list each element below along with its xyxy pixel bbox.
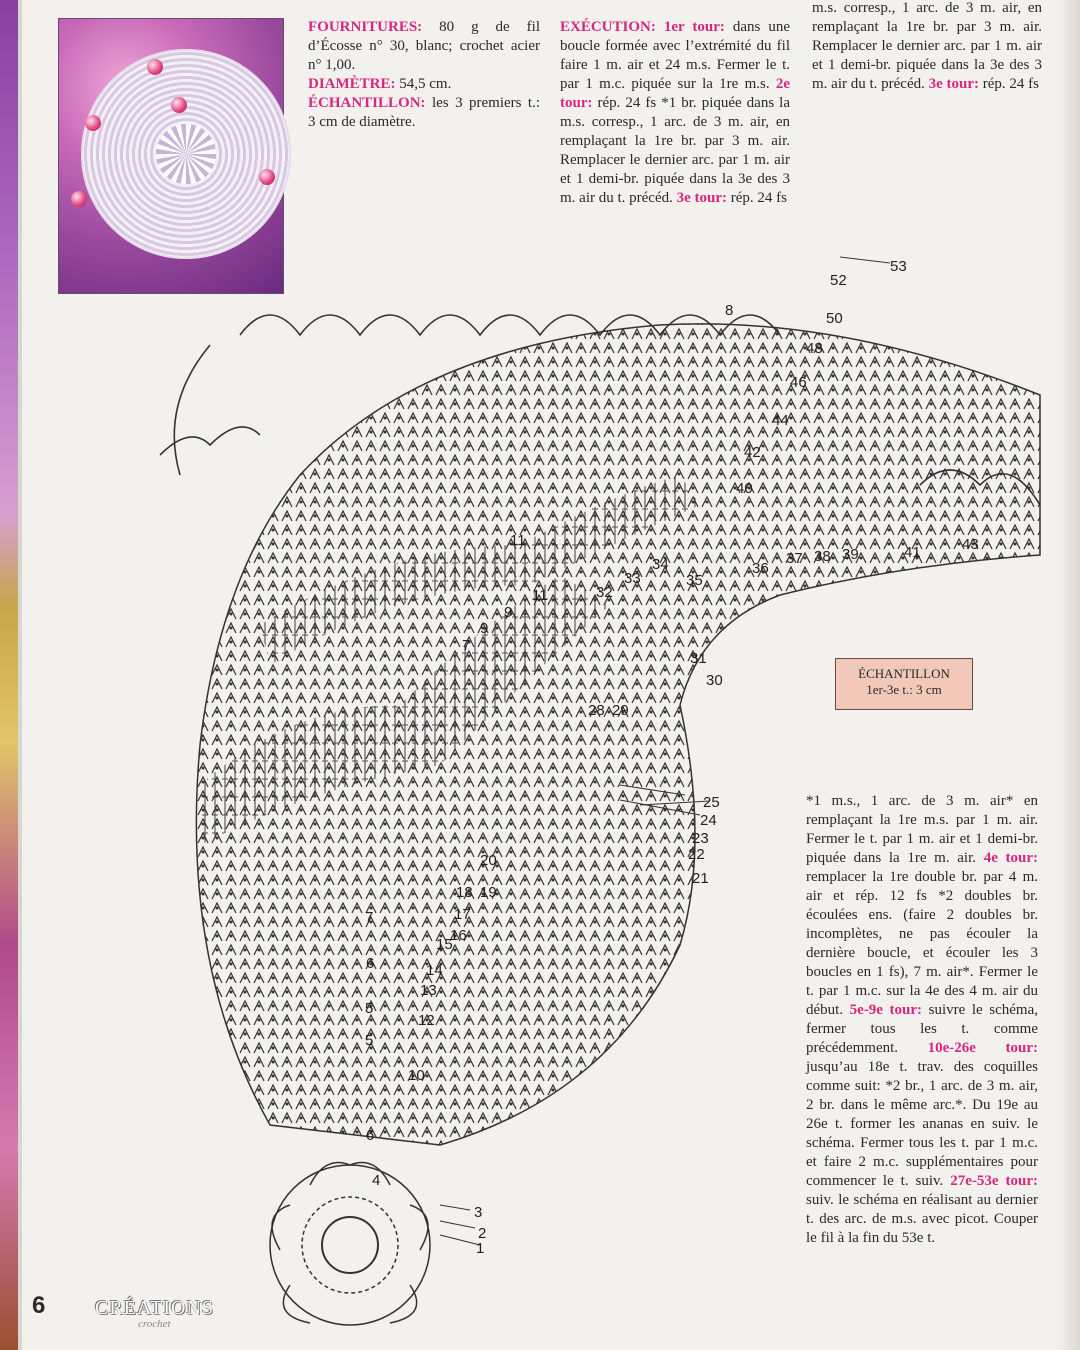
continuation-block [806,792,1038,1248]
round-number: 40 [736,480,753,497]
bead-decoration [147,59,163,75]
bead-decoration [85,115,101,131]
round-number: 35 [686,572,703,589]
round1-text: dans une boucle formée avec l’extrémité du fil faire 1 m. air et 24 m.s. Fermer le t. par 1 m.c. piquée sur la 1re m.s. [560,19,790,92]
round-number: 31 [690,650,707,667]
round2-text-flow: m.s. corresp., 1 arc. de 3 m. air, en remplaçant la 1re br. par 3 m. air. Remplacer le dernier arc. par 1 m. air et 1 demi-br. piquée dans la 3e des 3 m. air du t. précéd. [812,0,1042,92]
round-number: 34 [652,556,669,573]
round-number: 32 [596,584,613,601]
round-number: 36 [752,560,769,577]
round-number: 12 [418,1012,435,1029]
round-number: 15 [436,936,453,953]
round-number: 6 [366,1127,375,1144]
round-number: 43 [962,536,979,553]
supplies-label: FOURNITURES: [308,19,423,35]
round-number: 10 [408,1067,425,1084]
round-number: 9 [480,620,489,637]
round-number: 52 [830,272,847,289]
round-number: 44 [772,412,789,429]
execution-label: EXÉCUTION: [560,19,656,35]
round-number: 23 [692,830,709,847]
round-number: 11 [532,587,548,604]
round-number: 46 [790,374,807,391]
round-number: 37 [786,550,803,567]
round-number: 9 [504,604,513,621]
diameter-label: DIAMÈTRE: [308,76,396,92]
round-number: 50 [826,310,843,327]
round-number: 48 [806,340,823,357]
round-number: 25 [703,794,720,811]
round27-text: suiv. le schéma en réalisant au dernier t. des arc. de m.s. avec picot. Couper le fil à la fin du 53e t. [806,1192,1038,1246]
round10-label: 10e-26e tour: [927,1040,1038,1056]
page-number: 6 [32,1292,46,1319]
round-number: 11 [510,532,526,549]
gauge-label: ÉCHANTILLON: [308,95,426,111]
diameter-text: 54,5 cm. [399,76,452,92]
round-number: 14 [426,962,443,979]
round2-label: 2e tour: [560,76,791,111]
round-number: 5 [365,1000,374,1017]
round-number: 17 [454,906,471,923]
round27-label: 27e-53e tour: [950,1173,1039,1189]
round4-label: 4e tour: [983,850,1039,866]
sample-title: ÉCHANTILLON [858,666,950,681]
round-number: 6 [366,955,375,972]
sample-text: 1er-3e t.: 3 cm [866,682,942,697]
magazine-spine [0,0,18,1350]
gauge-text: les 3 premiers t.: 3 cm de diamètre. [308,95,540,130]
round4-text: remplacer la 1re double br. par 4 m. air et rép. 12 fs *2 doubles br. écoulées ens. (faire 2 doubles br. incomplètes, ne pas écouler la dernière boucle, et écouler les 3 boucles en 1 fs), 7 m. air*. Fermer le t. par 1 m.c. sur la 4e des 4 m. air du début. [806,869,1038,1018]
round-number: 18 [456,884,473,901]
round-number: 38 [814,548,831,565]
round-number: 13 [420,982,437,999]
magazine-logo: CRÉATIONS [95,1297,215,1319]
bead-decoration [71,191,87,207]
supplies-block [308,18,540,132]
sample-box [835,658,973,710]
round-number: 21 [692,870,709,887]
supplies-text: 80 g de fil d’Écosse n° 30, blanc; crochet acier n° 1,00. [308,19,540,73]
round-number: 8 [725,302,734,319]
round2-text: rép. 24 fs *1 br. piquée dans la m.s. corresp., 1 arc. de 3 m. air, en remplaçant la 1re br. par 3 m. air. Remplacer le dernier arc. par 1 m. air et 1 demi-br. piquée dans la 3e des 3 m. air du t. précéd. [560,95,790,206]
round5-label: 5e-9e tour: [849,1002,923,1018]
round-number: 3 [474,1204,483,1221]
round-number: 19 [480,884,497,901]
round-number: 33 [624,570,641,587]
execution-block-continued [812,0,1042,138]
round3-text: rép. 24 fs [730,190,788,206]
round-number: 22 [688,846,705,863]
chart-centre [270,1163,430,1326]
round-number: 53 [890,258,907,275]
round10-text: jusqu’au 18e t. trav. des coquilles comme suit: *2 br., 1 arc. de 3 m. air, 2 br. dans le même arc.*. Du 19e au 26e t. former les ananas en suiv. le schéma. Fermer tous les t. par 1 m.c. et faire 2 m.c. supplémentaires pour commencer le t. suiv. [806,1059,1038,1189]
round-number: 24 [700,812,717,829]
continuation-text: *1 m.s., 1 arc. de 3 m. air* en remplaçant la 1re m.s. par 1 m. air. Fermer le t. par 1 m. air et 1 demi-br. piquée dans la 1re m. air. [806,793,1038,866]
execution-block [560,18,791,206]
round-number: 29 [612,702,629,719]
round-number: 20 [480,852,497,869]
round-number: 39 [842,546,859,563]
round-number: 42 [744,444,761,461]
round-number: 2 [478,1225,487,1242]
bead-decoration [171,97,187,113]
magazine-logo-sub: crochet [138,1318,171,1330]
round-number: 7 [365,909,374,926]
page-edge [1058,0,1080,1350]
round1-label: 1er tour: [663,19,725,35]
round3-label-flow: 3e tour: [928,76,980,92]
round3-label: 3e tour: [676,190,728,206]
round5-text: suivre le schéma, fermer tous les t. comme précédemment. [806,1002,1038,1056]
round-number: 30 [706,672,723,689]
round-number: 28 [588,702,605,719]
round-number: 4 [372,1172,381,1189]
round3-text-flow: rép. 24 fs [982,76,1040,92]
round-number: 7 [462,637,471,654]
round-number: 16 [450,927,467,944]
round-number: 41 [904,544,921,561]
round-number: 5 [365,1032,374,1049]
round-number: 1 [476,1240,485,1257]
